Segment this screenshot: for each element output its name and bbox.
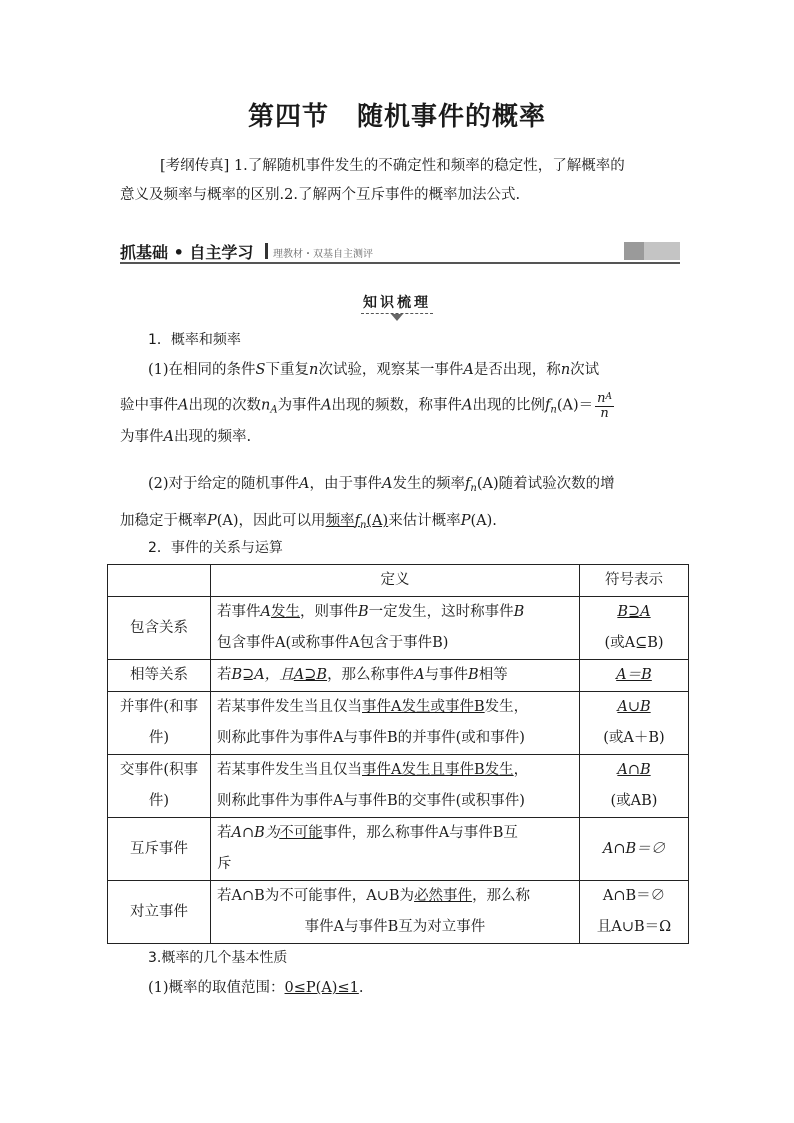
section-1-para-1: (1)在相同的条件S下重复n次试验，观察某一事件A是否出现，称n次试 验中事件A出现的次数$n_A$为事件A出现的频数，称事件A出现的比例$f_n(A)=$ $\frac{n^A}{n}$ 为事件A出现的频率. [120,362,613,445]
event-relations-table [107,564,689,944]
section-banner [120,240,680,264]
banner-rule [120,262,680,264]
banner-block-dark [624,242,644,260]
section-3-para-1: (1)概率的取值范围：0≤P(A)≤1. [148,980,364,996]
section-2-heading: 2．事件的关系与运算 [148,540,283,556]
banner-divider [265,243,268,259]
banner-title: 抓基础 • 自主学习 [120,243,254,262]
section-3-heading: 3.概率的几个基本性质 [148,950,288,966]
table-row: 包含关系 若事件A发生，则事件B一定发生，这时称事件B 包含事件A(或称事件A包含于事件B) B⊇A (或A⊆B) [108,597,689,660]
banner-block-light [644,242,680,260]
table-row: 相等关系 若B⊇A，且A⊇B，那么称事件A与事件B相等 A＝B [108,660,689,692]
table-header-row: 定义 符号表示 [108,565,689,597]
page-title: 第四节 随机事件的概率 [247,102,547,132]
triangle-down-icon [391,314,403,321]
outline-paragraph: [考纲传真] 1.了解随机事件发生的不确定性和频率的稳定性，了解概率的 意义及频率与概率的区别.2.了解两个互斥事件的概率加法公式. [120,158,625,203]
table-row: 并事件(和事 件) 若某事件发生当且仅当事件A发生或事件B发生， 则称此事件为事件A与事件B的并事件(或和事件) A∪B (或A＋B) [108,692,689,755]
section-1-heading: 1．概率和频率 [148,332,241,348]
outline-tag: [考纲传真] [160,158,230,174]
frequency-fraction: $\frac{n^A}{n}$ [597,391,613,421]
section-1-para-2: (2)对于给定的随机事件A，由于事件A发生的频率$f_n(A)$随着试验次数的增 加稳定于概率P(A)，因此可以用频率$f_n(A)$来估计概率P(A). [120,476,615,531]
table-row: 对立事件 若A∩B为不可能事件，A∪B为必然事件，那么称 事件A与事件B互为对立事件 A∩B＝∅ 且A∪B＝Ω [108,881,689,944]
table-row: 互斥事件 若A∩B为不可能事件，那么称事件A与事件B互 斥 A∩B＝∅ [108,818,689,881]
banner-subtitle: 理教材・双基自主测评 [273,249,373,260]
table-row: 交事件(积事 件) 若某事件发生当且仅当事件A发生且事件B发生， 则称此事件为事件A与事件B的交事件(或积事件) A∩B (或AB) [108,755,689,818]
knowledge-heading: 知识梳理 [0,292,794,321]
